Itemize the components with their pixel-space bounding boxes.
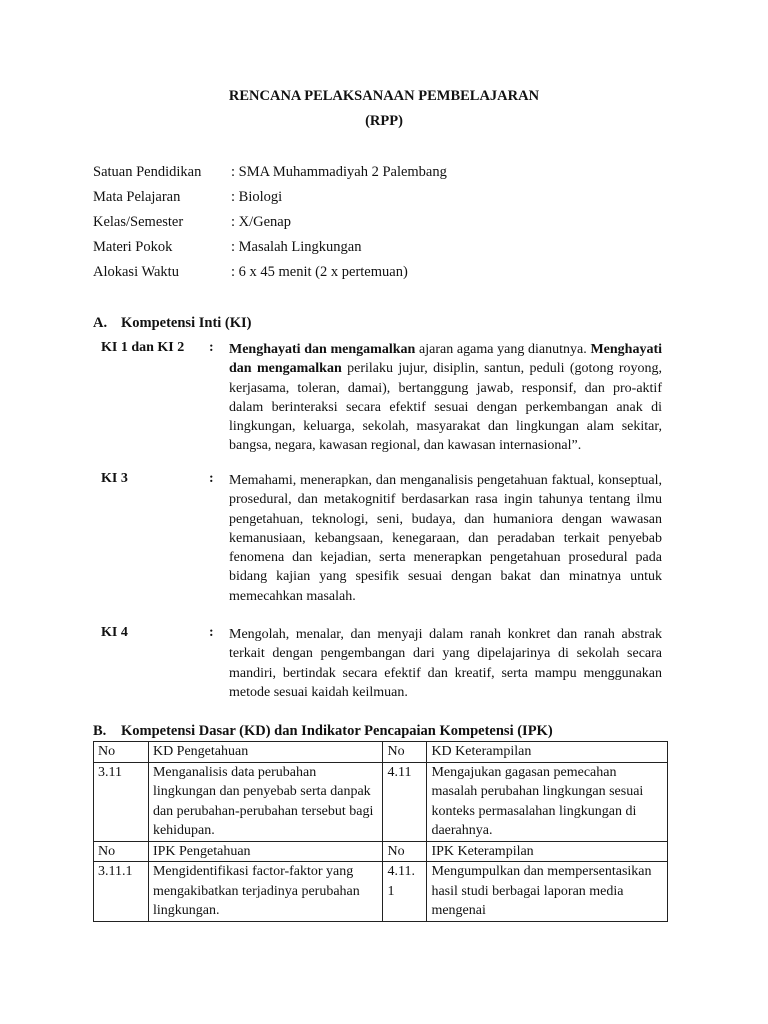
ki-label: KI 4 bbox=[101, 625, 128, 640]
meta-label: Alokasi Waktu bbox=[93, 264, 179, 280]
table-cell: Mengajukan gagasan pemecahan masalah perubahan lingkungan sesuai konteks permasalahan lingkungan di daerahnya. bbox=[427, 762, 668, 841]
document-subtitle: (RPP) bbox=[365, 113, 403, 129]
meta-row-satuan bbox=[93, 163, 693, 188]
meta-value: : Biologi bbox=[231, 189, 283, 205]
meta-label: Satuan Pendidikan bbox=[93, 164, 202, 180]
meta-label: Mata Pelajaran bbox=[93, 189, 181, 205]
ki-label: KI 1 dan KI 2 bbox=[101, 340, 185, 355]
section-letter: A. bbox=[93, 315, 108, 331]
table-header-row bbox=[94, 841, 668, 862]
ki-text-part: perilaku jujur, disiplin, santun, peduli (gotong royong, kerjasama, toleran, damai), bertanggung jawab, responsif, dan pro-aktif dalam berinteraksi secara efektif sesuai dengan perkembangan anak di lingkungan, keluarga, sekolah, masyarakat dan lingkungan alam sekitar, bangsa, negara, kawasan regional, dan kawasan internasional”. bbox=[229, 361, 662, 454]
meta-label: Kelas/Semester bbox=[93, 214, 184, 230]
meta-label: Materi Pokok bbox=[93, 239, 173, 255]
table-row bbox=[94, 762, 668, 841]
meta-row-alokasi bbox=[93, 263, 693, 288]
section-title: Kompetensi Dasar (KD) dan Indikator Pencapaian Kompetensi (IPK) bbox=[121, 723, 553, 739]
table-cell: 4.11. 1 bbox=[383, 862, 427, 922]
meta-row-mapel bbox=[93, 188, 693, 213]
kd-ipk-table bbox=[93, 741, 668, 922]
table-header-cell: KD Keterampilan bbox=[427, 742, 668, 763]
table-cell: 3.11 bbox=[94, 762, 149, 841]
table-cell: Menganalisis data perubahan lingkungan dan penyebab serta danpak dan perubahan-perubahan tersebut bagi kehidupan. bbox=[148, 762, 383, 841]
ki-bold-phrase: Menghayati dan mengamalkan bbox=[229, 342, 416, 357]
table-header-cell: No bbox=[383, 841, 427, 862]
table-header-cell: IPK Keterampilan bbox=[427, 841, 668, 862]
table-header-row bbox=[94, 742, 668, 763]
section-a-heading bbox=[93, 315, 252, 332]
ki-text: Memahami, menerapkan, dan menganalisis pengetahuan faktual, konseptual, prosedural, dan metakognitif berdasarkan rasa ingin tahunya tentang ilmu pengetahuan, teknologi, seni, budaya, dan humaniora dengan wawasan kemanusiaan, kebangsaan, kenegaraan, dan peradaban terkait penyebab fenomena dan kejadian, serta menerapkan pengetahuan prosedural pada bidang kajian yang spesifik sesuai dengan bakat dan minatnya untuk memecahkan masalah. bbox=[229, 473, 662, 604]
meta-row-materi bbox=[93, 238, 693, 263]
ki-bold-phrase: Menghayati dan mengamalkan bbox=[229, 342, 663, 377]
table-cell: Mengumpulkan dan mempersentasikan hasil studi berbagai laporan media mengenai bbox=[427, 862, 668, 922]
document-title: RENCANA PELAKSANAAN PEMBELAJARAN bbox=[228, 88, 540, 104]
ki-colon: : bbox=[209, 471, 214, 486]
table-header-cell: No bbox=[383, 742, 427, 763]
section-letter: B. bbox=[93, 723, 107, 739]
table-cell: 3.11.1 bbox=[94, 862, 149, 922]
meta-row-kelas bbox=[93, 213, 693, 238]
table-header-cell: IPK Pengetahuan bbox=[148, 841, 383, 862]
ki-text: Mengolah, menalar, dan menyaji dalam ranah konkret dan ranah abstrak terkait dengan pengembangan dari yang dipelajarinya di sekolah secara mandiri, bertindak secara efektif dan kreatif, serta mampu menggunakan metode sesuai kaidah keilmuan. bbox=[229, 627, 662, 700]
ki-text-part: ajaran agama yang dianutnya. bbox=[415, 342, 587, 357]
meta-value: : SMA Muhammadiyah 2 Palembang bbox=[231, 164, 447, 180]
table-header-cell: No bbox=[94, 742, 149, 763]
meta-value: : Masalah Lingkungan bbox=[231, 239, 362, 255]
ki-label: KI 3 bbox=[101, 471, 128, 486]
table-header-cell: No bbox=[94, 841, 149, 862]
table-cell: Mengidentifikasi factor-faktor yang mengakibatkan terjadinya perubahan lingkungan. bbox=[148, 862, 383, 922]
table-header-cell: KD Pengetahuan bbox=[148, 742, 383, 763]
meta-value: : X/Genap bbox=[231, 214, 291, 230]
identity-block bbox=[93, 163, 693, 288]
table-row bbox=[94, 862, 668, 922]
meta-value: : 6 x 45 menit (2 x pertemuan) bbox=[231, 264, 408, 280]
table-cell: 4.11 bbox=[383, 762, 427, 841]
section-title: Kompetensi Inti (KI) bbox=[121, 315, 252, 331]
ki-text bbox=[229, 340, 662, 456]
ki-colon: : bbox=[209, 625, 214, 640]
ki-colon: : bbox=[209, 340, 214, 355]
section-b-heading bbox=[93, 723, 553, 740]
